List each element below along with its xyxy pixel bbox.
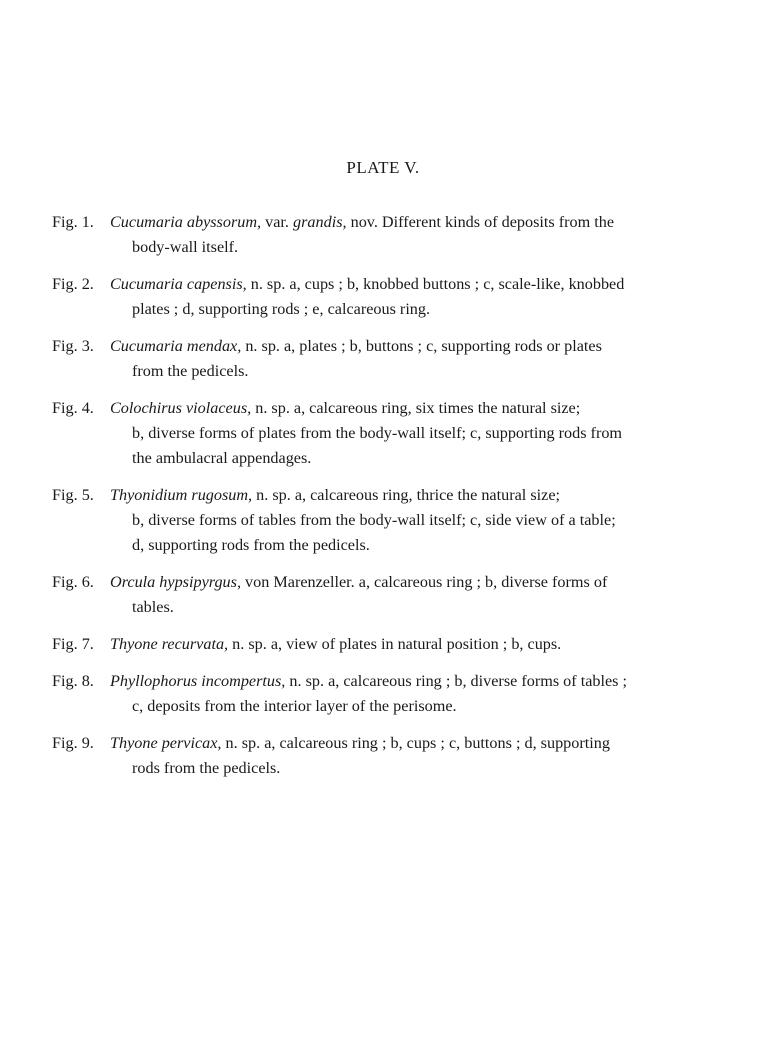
figure-caption <box>110 483 728 558</box>
species-name: Phyllophorus incompertus, <box>110 672 286 690</box>
figure-entry-2 <box>52 272 728 322</box>
caption-continuation: b, diverse forms of tables from the body-wall itself; c, side view of a table; <box>132 511 616 529</box>
caption-continuation: d, supporting rods from the pedicels. <box>132 536 370 554</box>
caption-text: n. sp. a, view of plates in natural position ; b, cups. <box>228 635 562 653</box>
variety-name: grandis, <box>293 213 347 231</box>
figure-label: Fig. 7. <box>52 635 94 653</box>
figure-entry-7 <box>52 632 728 657</box>
figure-caption <box>110 669 728 719</box>
species-name: Orcula hypsipyrgus, <box>110 573 241 591</box>
caption-continuation: c, deposits from the interior layer of the perisome. <box>132 697 457 715</box>
caption-text: von Marenzeller. a, calcareous ring ; b, diverse forms of <box>241 573 608 591</box>
figure-label: Fig. 8. <box>52 672 94 690</box>
figure-caption <box>110 272 728 322</box>
caption-text: n. sp. a, calcareous ring ; b, cups ; c, buttons ; d, supporting <box>221 734 610 752</box>
figure-list <box>52 210 728 793</box>
page-title: PLATE V. <box>346 158 420 177</box>
species-name: Cucumaria abyssorum, <box>110 213 262 231</box>
figure-caption <box>110 731 728 781</box>
caption-continuation: tables. <box>132 598 174 616</box>
caption-text: n. sp. a, calcareous ring, thrice the natural size; <box>252 486 560 504</box>
figure-label: Fig. 2. <box>52 275 94 293</box>
caption-continuation: from the pedicels. <box>132 362 249 380</box>
figure-caption <box>110 396 728 471</box>
figure-entry-1 <box>52 210 728 260</box>
caption-continuation: body-wall itself. <box>132 238 239 256</box>
caption-continuation: the ambulacral appendages. <box>132 449 312 467</box>
figure-caption <box>110 210 728 260</box>
species-name: Thyonidium rugosum, <box>110 486 253 504</box>
species-name: Colochirus violaceus, <box>110 399 252 417</box>
figure-entry-3 <box>52 334 728 384</box>
species-name: Cucumaria mendax, <box>110 337 242 355</box>
figure-entry-5 <box>52 483 728 558</box>
caption-text: n. sp. a, cups ; b, knobbed buttons ; c, scale-like, knobbed <box>246 275 625 293</box>
figure-label: Fig. 3. <box>52 337 94 355</box>
caption-continuation: rods from the pedicels. <box>132 759 281 777</box>
figure-label: Fig. 1. <box>52 213 94 231</box>
caption-text: n. sp. a, calcareous ring ; b, diverse forms of tables ; <box>285 672 627 690</box>
caption-text: var. <box>261 213 294 231</box>
figure-entry-8 <box>52 669 728 719</box>
figure-entry-6 <box>52 570 728 620</box>
species-name: Cucumaria capensis, <box>110 275 247 293</box>
figure-caption <box>110 632 728 657</box>
caption-text: nov. Different kinds of deposits from the <box>346 213 615 231</box>
figure-entry-9 <box>52 731 728 781</box>
figure-label: Fig. 6. <box>52 573 94 591</box>
species-name: Thyone recurvata, <box>110 635 229 653</box>
figure-entry-4 <box>52 396 728 471</box>
figure-caption <box>110 334 728 384</box>
species-name: Thyone pervicax, <box>110 734 222 752</box>
caption-text: n. sp. a, plates ; b, buttons ; c, supporting rods or plates <box>241 337 602 355</box>
figure-label: Fig. 5. <box>52 486 94 504</box>
caption-continuation: b, diverse forms of plates from the body-wall itself; c, supporting rods from <box>132 424 623 442</box>
caption-continuation: plates ; d, supporting rods ; e, calcareous ring. <box>132 300 431 318</box>
caption-text: n. sp. a, calcareous ring, six times the natural size; <box>251 399 581 417</box>
figure-caption <box>110 570 728 620</box>
figure-label: Fig. 4. <box>52 399 94 417</box>
figure-label: Fig. 9. <box>52 734 94 752</box>
